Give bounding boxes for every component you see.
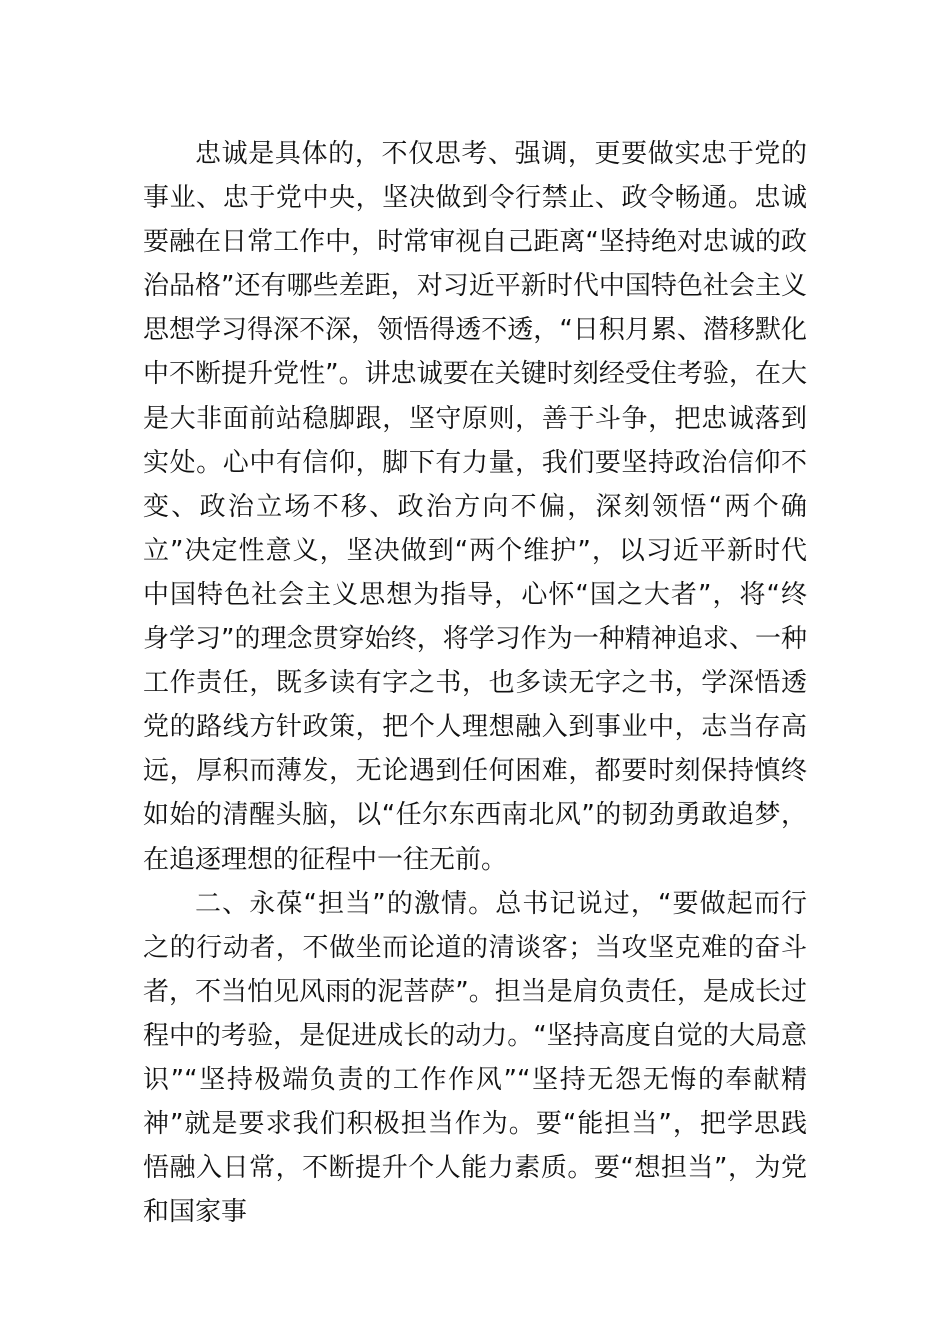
paragraph-loyalty: 忠诚是具体的，不仅思考、强调，更要做实忠于党的事业、忠于党中央，坚决做到令行禁止、政令畅通。忠诚要融在日常工作中，时常审视自己距离“坚持绝对忠诚的政治品格”还有哪些差距，对习近平新时代中国特色社会主义思想学习得深不深，领悟得透不透，“日积月累、潜移默化中不断提升党性”。讲忠诚要在关键时刻经受住考验，在大是大非面前站稳脚跟，坚守原则，善于斗争，把忠诚落到实处。心中有信仰，脚下有力量，我们要坚持政治信仰不变、政治立场不移、政治方向不偏，深刻领悟“两个确立”决定性意义，坚决做到“两个维护”，以习近平新时代中国特色社会主义思想为指导，心怀“国之大者”，将“终身学习”的理念贯穿始终，将学习作为一种精神追求、一种工作责任，既多读有字之书，也多读无字之书，学深悟透党的路线方针政策，把个人理想融入到事业中，志当存高远，厚积而薄发，无论遇到任何困难，都要时刻保持慎终如始的清醒头脑，以“任尔东西南北风”的韧劲勇敢追梦，在追逐理想的征程中一往无前。 — [143, 139, 807, 875]
body-text — [143, 132, 807, 1234]
paragraph-responsibility: 二、永葆“担当”的激情。总书记说过，“要做起而行之的行动者，不做坐而论道的清谈客；当攻坚克难的奋斗者，不当怕见风雨的泥菩萨”。担当是肩负责任，是成长过程中的考验，是促进成长的动力。“坚持高度自觉的大局意识”“坚持极端负责的工作作风”“坚持无怨无悔的奉献精神”就是要求我们积极担当作为。要“能担当”，把学思践悟融入日常，不断提升个人能力素质。要“想担当”，为党和国家事 — [143, 888, 807, 1228]
